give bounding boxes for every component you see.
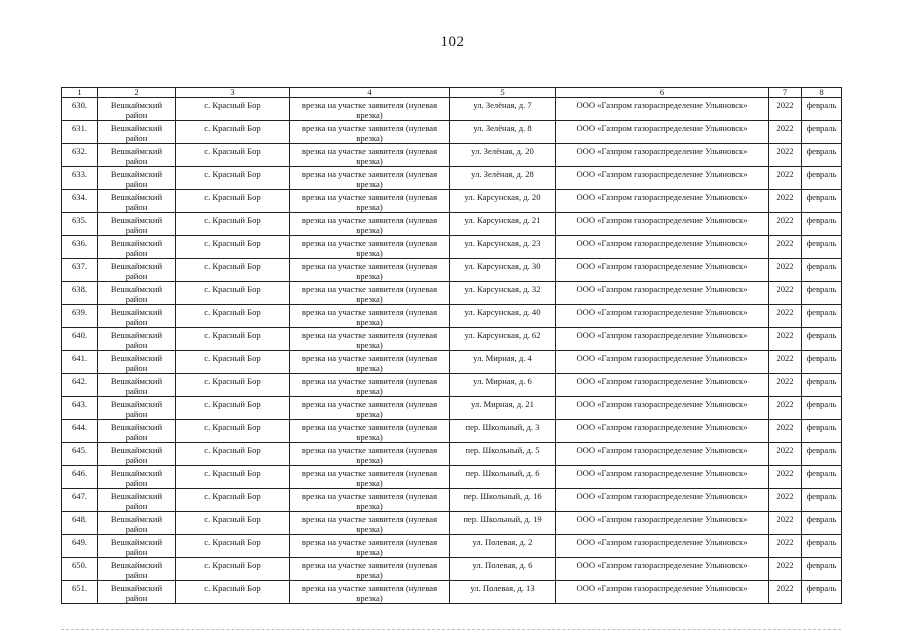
cell-row-number: 633.: [62, 167, 98, 190]
cell-address: пер. Школьный, д. 16: [450, 489, 556, 512]
cell-address: ул. Полевая, д. 6: [450, 558, 556, 581]
cell-work-type: врезка на участке заявителя (нулевая врезка): [290, 489, 450, 512]
cell-district: Вешкаймский район: [98, 581, 176, 604]
cell-month: февраль: [802, 351, 842, 374]
cell-organization: ООО «Газпром газораспределение Ульяновск»: [556, 190, 769, 213]
table-row: [62, 443, 842, 466]
cell-row-number: 644.: [62, 420, 98, 443]
table-row: [62, 305, 842, 328]
cell-row-number: 646.: [62, 466, 98, 489]
cell-year: 2022: [769, 397, 802, 420]
table-row: [62, 121, 842, 144]
gas-connection-table: [61, 87, 842, 604]
cell-month: февраль: [802, 305, 842, 328]
table-row: [62, 466, 842, 489]
cell-year: 2022: [769, 98, 802, 121]
table-row: [62, 328, 842, 351]
cell-work-type: врезка на участке заявителя (нулевая врезка): [290, 190, 450, 213]
cell-month: февраль: [802, 328, 842, 351]
cell-address: ул. Карсунская, д. 40: [450, 305, 556, 328]
cell-organization: ООО «Газпром газораспределение Ульяновск»: [556, 374, 769, 397]
page-number: 102: [440, 34, 465, 50]
cell-address: ул. Мирная, д. 4: [450, 351, 556, 374]
cell-month: февраль: [802, 558, 842, 581]
cell-district: Вешкаймский район: [98, 213, 176, 236]
cell-district: Вешкаймский район: [98, 374, 176, 397]
cell-organization: ООО «Газпром газораспределение Ульяновск»: [556, 420, 769, 443]
cell-settlement: с. Красный Бор: [176, 374, 290, 397]
cell-organization: ООО «Газпром газораспределение Ульяновск»: [556, 489, 769, 512]
cell-organization: ООО «Газпром газораспределение Ульяновск»: [556, 466, 769, 489]
cell-year: 2022: [769, 190, 802, 213]
cell-year: 2022: [769, 420, 802, 443]
cell-year: 2022: [769, 259, 802, 282]
cell-address: пер. Школьный, д. 19: [450, 512, 556, 535]
header-col-number: 1: [62, 88, 98, 98]
cell-settlement: с. Красный Бор: [176, 535, 290, 558]
cell-work-type: врезка на участке заявителя (нулевая врезка): [290, 351, 450, 374]
cell-work-type: врезка на участке заявителя (нулевая врезка): [290, 167, 450, 190]
cell-organization: ООО «Газпром газораспределение Ульяновск»: [556, 236, 769, 259]
cell-month: февраль: [802, 190, 842, 213]
table-row: [62, 512, 842, 535]
cell-work-type: врезка на участке заявителя (нулевая врезка): [290, 581, 450, 604]
cell-district: Вешкаймский район: [98, 512, 176, 535]
header-row: [62, 88, 842, 98]
cell-address: ул. Карсунская, д. 62: [450, 328, 556, 351]
cell-row-number: 639.: [62, 305, 98, 328]
cell-address: ул. Карсунская, д. 20: [450, 190, 556, 213]
cell-organization: ООО «Газпром газораспределение Ульяновск»: [556, 535, 769, 558]
cell-address: ул. Полевая, д. 13: [450, 581, 556, 604]
cell-row-number: 640.: [62, 328, 98, 351]
cell-district: Вешкаймский район: [98, 420, 176, 443]
cell-address: ул. Карсунская, д. 32: [450, 282, 556, 305]
cell-month: февраль: [802, 121, 842, 144]
cell-organization: ООО «Газпром газораспределение Ульяновск»: [556, 144, 769, 167]
cell-organization: ООО «Газпром газораспределение Ульяновск»: [556, 397, 769, 420]
cell-organization: ООО «Газпром газораспределение Ульяновск»: [556, 259, 769, 282]
cell-settlement: с. Красный Бор: [176, 466, 290, 489]
cell-work-type: врезка на участке заявителя (нулевая врезка): [290, 305, 450, 328]
cell-district: Вешкаймский район: [98, 167, 176, 190]
cell-year: 2022: [769, 374, 802, 397]
cell-year: 2022: [769, 121, 802, 144]
cell-address: пер. Школьный, д. 3: [450, 420, 556, 443]
cell-row-number: 637.: [62, 259, 98, 282]
cell-address: ул. Зелёная, д. 28: [450, 167, 556, 190]
cell-settlement: с. Красный Бор: [176, 397, 290, 420]
table-row: [62, 236, 842, 259]
cell-row-number: 636.: [62, 236, 98, 259]
cell-district: Вешкаймский район: [98, 305, 176, 328]
cell-year: 2022: [769, 466, 802, 489]
cell-address: ул. Мирная, д. 6: [450, 374, 556, 397]
cell-month: февраль: [802, 581, 842, 604]
cell-settlement: с. Красный Бор: [176, 328, 290, 351]
cell-row-number: 647.: [62, 489, 98, 512]
cell-organization: ООО «Газпром газораспределение Ульяновск»: [556, 558, 769, 581]
cell-month: февраль: [802, 466, 842, 489]
cell-row-number: 648.: [62, 512, 98, 535]
cell-settlement: с. Красный Бор: [176, 443, 290, 466]
cell-row-number: 635.: [62, 213, 98, 236]
cell-row-number: 634.: [62, 190, 98, 213]
cell-work-type: врезка на участке заявителя (нулевая врезка): [290, 213, 450, 236]
cell-year: 2022: [769, 512, 802, 535]
cell-settlement: с. Красный Бор: [176, 305, 290, 328]
header-col-organization: 6: [556, 88, 769, 98]
cell-month: февраль: [802, 282, 842, 305]
cell-month: февраль: [802, 535, 842, 558]
cell-organization: ООО «Газпром газораспределение Ульяновск»: [556, 167, 769, 190]
header-col-work-type: 4: [290, 88, 450, 98]
cell-month: февраль: [802, 489, 842, 512]
cell-district: Вешкаймский район: [98, 144, 176, 167]
cell-work-type: врезка на участке заявителя (нулевая врезка): [290, 282, 450, 305]
cell-month: февраль: [802, 236, 842, 259]
cell-month: февраль: [802, 512, 842, 535]
table-row: [62, 397, 842, 420]
header-col-address: 5: [450, 88, 556, 98]
cell-month: февраль: [802, 374, 842, 397]
cell-row-number: 645.: [62, 443, 98, 466]
cell-address: ул. Полевая, д. 2: [450, 535, 556, 558]
cell-settlement: с. Красный Бор: [176, 351, 290, 374]
cell-work-type: врезка на участке заявителя (нулевая врезка): [290, 512, 450, 535]
page-bottom-edge: [61, 629, 841, 631]
cell-settlement: с. Красный Бор: [176, 558, 290, 581]
cell-address: пер. Школьный, д. 6: [450, 466, 556, 489]
table-row: [62, 167, 842, 190]
cell-settlement: с. Красный Бор: [176, 282, 290, 305]
cell-district: Вешкаймский район: [98, 282, 176, 305]
cell-district: Вешкаймский район: [98, 397, 176, 420]
cell-work-type: врезка на участке заявителя (нулевая врезка): [290, 466, 450, 489]
cell-row-number: 642.: [62, 374, 98, 397]
cell-address: ул. Карсунская, д. 30: [450, 259, 556, 282]
cell-work-type: врезка на участке заявителя (нулевая врезка): [290, 144, 450, 167]
table-row: [62, 374, 842, 397]
cell-district: Вешкаймский район: [98, 98, 176, 121]
cell-organization: ООО «Газпром газораспределение Ульяновск»: [556, 98, 769, 121]
cell-month: февраль: [802, 397, 842, 420]
cell-organization: ООО «Газпром газораспределение Ульяновск»: [556, 328, 769, 351]
cell-address: пер. Школьный, д. 5: [450, 443, 556, 466]
table-row: [62, 558, 842, 581]
cell-settlement: с. Красный Бор: [176, 259, 290, 282]
cell-district: Вешкаймский район: [98, 466, 176, 489]
cell-address: ул. Карсунская, д. 21: [450, 213, 556, 236]
cell-settlement: с. Красный Бор: [176, 420, 290, 443]
cell-year: 2022: [769, 535, 802, 558]
cell-row-number: 632.: [62, 144, 98, 167]
cell-district: Вешкаймский район: [98, 328, 176, 351]
cell-year: 2022: [769, 144, 802, 167]
table-row: [62, 581, 842, 604]
cell-year: 2022: [769, 236, 802, 259]
cell-work-type: врезка на участке заявителя (нулевая врезка): [290, 535, 450, 558]
cell-work-type: врезка на участке заявителя (нулевая врезка): [290, 259, 450, 282]
cell-row-number: 643.: [62, 397, 98, 420]
cell-year: 2022: [769, 282, 802, 305]
cell-month: февраль: [802, 213, 842, 236]
cell-district: Вешкаймский район: [98, 190, 176, 213]
cell-month: февраль: [802, 420, 842, 443]
table-row: [62, 213, 842, 236]
cell-district: Вешкаймский район: [98, 236, 176, 259]
cell-settlement: с. Красный Бор: [176, 213, 290, 236]
cell-row-number: 641.: [62, 351, 98, 374]
cell-year: 2022: [769, 558, 802, 581]
cell-settlement: с. Красный Бор: [176, 581, 290, 604]
cell-month: февраль: [802, 259, 842, 282]
header-col-month: 8: [802, 88, 842, 98]
cell-row-number: 651.: [62, 581, 98, 604]
cell-row-number: 638.: [62, 282, 98, 305]
table-row: [62, 98, 842, 121]
table-row: [62, 259, 842, 282]
cell-year: 2022: [769, 213, 802, 236]
table-header: [62, 88, 842, 98]
cell-address: ул. Зелёная, д. 20: [450, 144, 556, 167]
header-col-settlement: 3: [176, 88, 290, 98]
cell-work-type: врезка на участке заявителя (нулевая врезка): [290, 236, 450, 259]
cell-settlement: с. Красный Бор: [176, 167, 290, 190]
cell-month: февраль: [802, 167, 842, 190]
header-col-district: 2: [98, 88, 176, 98]
cell-organization: ООО «Газпром газораспределение Ульяновск»: [556, 351, 769, 374]
cell-year: 2022: [769, 351, 802, 374]
cell-district: Вешкаймский район: [98, 489, 176, 512]
cell-organization: ООО «Газпром газораспределение Ульяновск»: [556, 443, 769, 466]
cell-organization: ООО «Газпром газораспределение Ульяновск»: [556, 282, 769, 305]
table-body: [62, 98, 842, 604]
cell-district: Вешкаймский район: [98, 259, 176, 282]
cell-district: Вешкаймский район: [98, 121, 176, 144]
cell-organization: ООО «Газпром газораспределение Ульяновск»: [556, 305, 769, 328]
cell-district: Вешкаймский район: [98, 351, 176, 374]
cell-organization: ООО «Газпром газораспределение Ульяновск»: [556, 512, 769, 535]
cell-settlement: с. Красный Бор: [176, 144, 290, 167]
table-row: [62, 190, 842, 213]
cell-work-type: врезка на участке заявителя (нулевая врезка): [290, 374, 450, 397]
cell-month: февраль: [802, 144, 842, 167]
cell-district: Вешкаймский район: [98, 558, 176, 581]
cell-year: 2022: [769, 443, 802, 466]
cell-year: 2022: [769, 489, 802, 512]
cell-address: ул. Зелёная, д. 8: [450, 121, 556, 144]
cell-settlement: с. Красный Бор: [176, 512, 290, 535]
cell-work-type: врезка на участке заявителя (нулевая врезка): [290, 558, 450, 581]
cell-row-number: 649.: [62, 535, 98, 558]
cell-settlement: с. Красный Бор: [176, 489, 290, 512]
cell-month: февраль: [802, 443, 842, 466]
cell-work-type: врезка на участке заявителя (нулевая врезка): [290, 397, 450, 420]
cell-year: 2022: [769, 305, 802, 328]
table-row: [62, 282, 842, 305]
header-col-year: 7: [769, 88, 802, 98]
cell-work-type: врезка на участке заявителя (нулевая врезка): [290, 121, 450, 144]
cell-month: февраль: [802, 98, 842, 121]
cell-work-type: врезка на участке заявителя (нулевая врезка): [290, 443, 450, 466]
cell-organization: ООО «Газпром газораспределение Ульяновск»: [556, 121, 769, 144]
cell-work-type: врезка на участке заявителя (нулевая врезка): [290, 420, 450, 443]
cell-work-type: врезка на участке заявителя (нулевая врезка): [290, 328, 450, 351]
cell-organization: ООО «Газпром газораспределение Ульяновск»: [556, 213, 769, 236]
cell-row-number: 630.: [62, 98, 98, 121]
cell-year: 2022: [769, 328, 802, 351]
cell-district: Вешкаймский район: [98, 443, 176, 466]
cell-work-type: врезка на участке заявителя (нулевая врезка): [290, 98, 450, 121]
table-row: [62, 489, 842, 512]
cell-settlement: с. Красный Бор: [176, 121, 290, 144]
cell-year: 2022: [769, 581, 802, 604]
cell-year: 2022: [769, 167, 802, 190]
cell-settlement: с. Красный Бор: [176, 98, 290, 121]
table-row: [62, 144, 842, 167]
cell-settlement: с. Красный Бор: [176, 190, 290, 213]
table-row: [62, 420, 842, 443]
cell-row-number: 650.: [62, 558, 98, 581]
cell-settlement: с. Красный Бор: [176, 236, 290, 259]
table-row: [62, 535, 842, 558]
cell-row-number: 631.: [62, 121, 98, 144]
table-row: [62, 351, 842, 374]
cell-address: ул. Карсунская, д. 23: [450, 236, 556, 259]
cell-organization: ООО «Газпром газораспределение Ульяновск»: [556, 581, 769, 604]
cell-district: Вешкаймский район: [98, 535, 176, 558]
cell-address: ул. Зелёная, д. 7: [450, 98, 556, 121]
cell-address: ул. Мирная, д. 21: [450, 397, 556, 420]
